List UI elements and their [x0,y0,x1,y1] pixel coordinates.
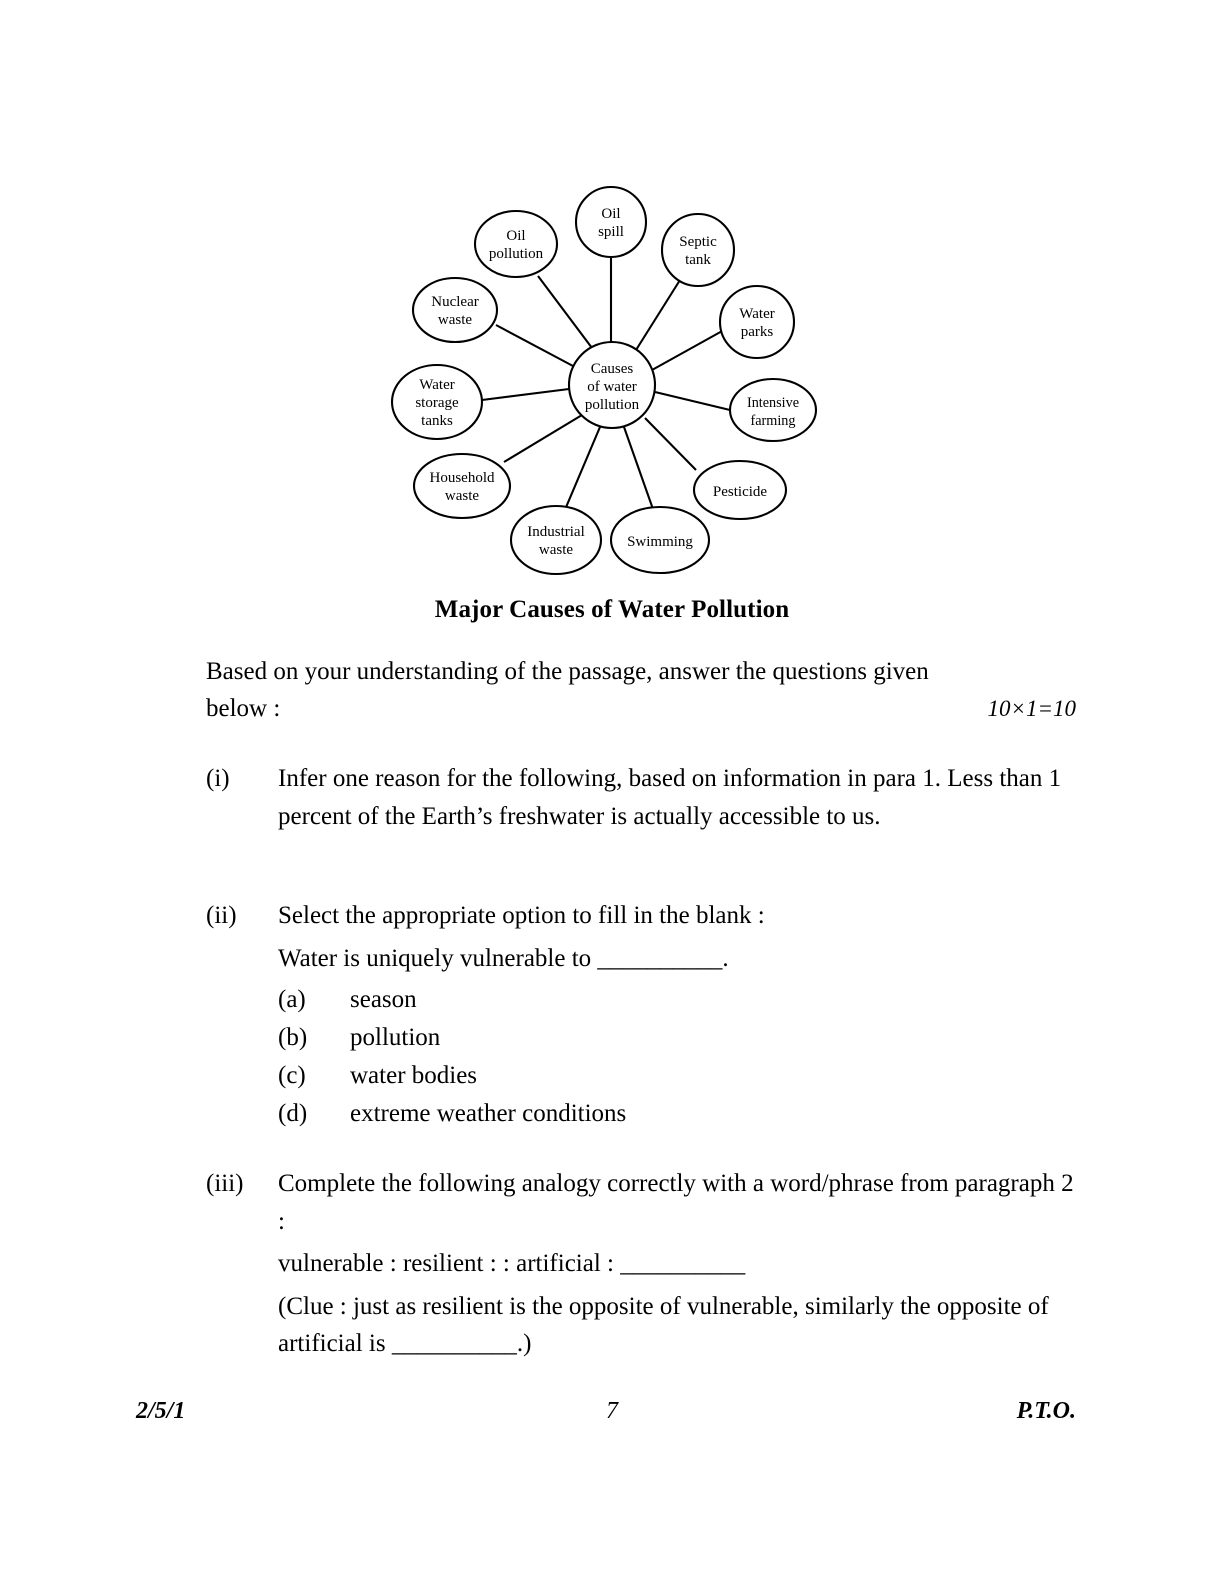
node-nuclear-waste-line-2: waste [437,312,473,328]
node-septic-tank-line-2: tank [685,252,711,268]
instructions-block [206,653,1076,727]
question-ii-options [278,981,1076,1133]
node-center-line-1: Causes [590,361,634,377]
node-intensive-farming-line-1: Intensive [746,395,800,411]
node-nuclear-waste [413,278,497,342]
edge-septic-tank [636,280,680,350]
option-c[interactable] [278,1057,1076,1095]
node-intensive-farming [730,379,816,441]
edge-intensive-farming [655,392,730,410]
node-oil-spill-line-2: spill [598,224,624,240]
node-household-waste-shape [414,454,510,518]
option-a-text: season [350,986,417,1013]
paper-code: 2/5/1 [136,1398,186,1424]
node-oil-spill [576,187,646,257]
edge-water-parks [652,330,724,370]
node-swimming-line-1: Swimming [627,534,693,550]
question-iii-body [278,1165,1076,1363]
edge-household-waste [504,415,582,462]
node-water-parks-shape [720,286,794,358]
question-iii-clue: (Clue : just as resilient is the opposite of vulnerable, similarly the opposite of artificial is __________.) [278,1292,1049,1357]
option-c-text: water bodies [350,1062,478,1089]
node-industrial-waste [511,506,601,574]
figure-caption: Major Causes of Water Pollution [434,596,790,623]
option-b-text: pollution [350,1024,441,1051]
option-b[interactable] [278,1019,1076,1057]
node-oil-spill-line-1: Oil [601,206,621,222]
node-household-waste-line-1: Household [429,470,495,486]
node-industrial-waste-line-1: Industrial [527,524,585,540]
node-water-storage-tanks-line-3: tanks [421,413,453,429]
node-pesticide [694,461,786,519]
edge-industrial-waste [564,427,600,512]
option-a[interactable] [278,981,1076,1019]
edge-water-storage-tanks [482,389,569,400]
edge-oil-pollution [538,276,592,348]
node-center-line-2: of water [587,379,637,395]
edge-swimming [624,427,654,512]
question-iii-text: Complete the following analogy correctly with a word/phrase from paragraph 2 : [278,1170,1074,1235]
node-center-causes-of-water-pollution [569,342,655,428]
node-pesticide-line-1: Pesticide [712,484,768,500]
question-ii [206,897,1076,1133]
mind-map-svg [386,170,846,590]
question-ii-row [206,897,1076,1133]
question-iii-analogy: vulnerable : resilient : : artificial : __________ [278,1250,746,1277]
instructions-line-2: below : [206,695,281,722]
node-water-parks-line-1: Water [739,306,775,322]
node-oil-pollution [475,211,557,277]
question-i-number: (i) [206,765,230,792]
instructions-line-1: Based on your understanding of the passage, answer the questions given [206,658,929,685]
node-nuclear-waste-shape [413,278,497,342]
question-i-row [206,760,1076,835]
node-water-parks [720,286,794,358]
node-oil-spill-shape [576,187,646,257]
node-septic-tank-line-1: Septic [679,234,717,250]
node-oil-pollution-line-2: pollution [488,246,544,262]
page-footer [0,1398,1224,1438]
option-d-label: (d) [278,1100,308,1127]
node-industrial-waste-line-2: waste [538,542,574,558]
node-nuclear-waste-line-1: Nuclear [431,294,479,310]
node-industrial-waste-shape [511,506,601,574]
question-i [206,760,1076,835]
pto-label: P.T.O. [1016,1398,1076,1424]
question-ii-number: (ii) [206,902,237,929]
question-iii-row [206,1165,1076,1363]
question-iii [206,1165,1076,1363]
node-intensive-farming-line-2: farming [750,413,796,429]
node-water-parks-line-2: parks [740,324,774,340]
question-ii-body [278,897,1076,1133]
question-ii-text: Select the appropriate option to fill in the blank : [278,902,765,929]
node-swimming [611,507,709,573]
question-iii-number: (iii) [206,1170,244,1197]
node-household-waste [414,454,510,518]
water-pollution-mind-map [386,170,846,590]
question-i-text: Infer one reason for the following, based on information in para 1. Less than 1 percent of the Earth’s freshwater is actually accessible to us. [278,765,1062,830]
node-water-storage-tanks [392,365,482,439]
page-number: 7 [606,1398,618,1424]
node-water-storage-tanks-line-2: storage [415,395,459,411]
option-d-text: extreme weather conditions [350,1100,627,1127]
node-oil-pollution-line-1: Oil [506,228,526,244]
marks-allocation: 10×1=10 [987,696,1076,721]
node-septic-tank-shape [662,214,734,286]
edge-pesticide [645,418,696,470]
option-d[interactable] [278,1095,1076,1133]
node-septic-tank [662,214,734,286]
option-c-label: (c) [278,1062,306,1089]
node-household-waste-line-2: waste [444,488,480,504]
option-b-label: (b) [278,1024,308,1051]
node-oil-pollution-shape [475,211,557,277]
question-ii-prompt: Water is uniquely vulnerable to __________. [278,944,729,972]
option-a-label: (a) [278,986,306,1013]
node-water-storage-tanks-line-1: Water [419,377,455,393]
node-center-line-3: pollution [584,397,640,413]
instructions-line-2-row [206,690,1076,727]
edge-nuclear-waste [496,325,573,366]
